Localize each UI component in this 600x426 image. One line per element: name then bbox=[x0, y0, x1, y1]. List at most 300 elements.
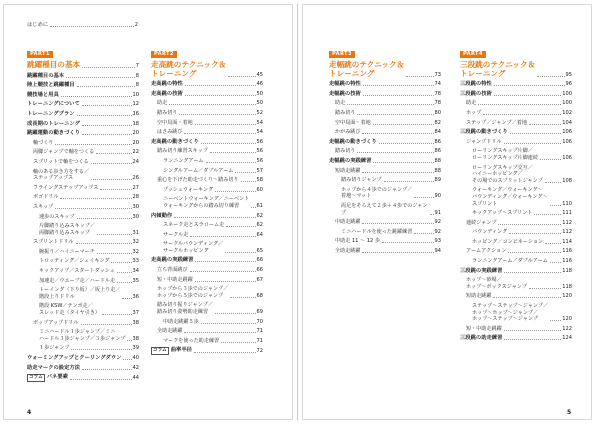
toc-entry[interactable] bbox=[329, 158, 441, 165]
toc-entry[interactable] bbox=[460, 248, 572, 255]
dot-leader bbox=[185, 95, 256, 96]
toc-page-number: 100 bbox=[562, 100, 572, 107]
toc-page-number: 46 bbox=[256, 81, 263, 88]
toc-page-number: 66 bbox=[256, 257, 263, 264]
toc-page-number: 80 bbox=[434, 109, 441, 116]
part-page-number: 7 bbox=[135, 63, 139, 69]
toc-entry-label: 三段跳の技術 bbox=[460, 90, 492, 97]
toc-intro-entry[interactable] bbox=[27, 22, 138, 29]
toc-entry-label: 空中局面・着地 bbox=[157, 119, 193, 126]
toc-entry-label: はさみ跳び bbox=[157, 129, 183, 136]
toc-entry[interactable] bbox=[27, 204, 139, 211]
dot-leader bbox=[550, 262, 561, 263]
toc-entry-label: 内傾動作 bbox=[151, 212, 173, 219]
toc-entry[interactable] bbox=[27, 101, 139, 108]
toc-entry[interactable] bbox=[27, 365, 139, 372]
toc-entry[interactable] bbox=[151, 338, 263, 345]
dot-leader bbox=[430, 214, 434, 215]
dot-leader bbox=[241, 181, 256, 182]
toc-entry-label: 三段跳の実践練習 bbox=[460, 267, 503, 274]
dot-leader bbox=[226, 226, 255, 227]
toc-page-number: 50 bbox=[256, 90, 263, 97]
dot-leader bbox=[111, 262, 131, 263]
dot-leader bbox=[545, 182, 561, 183]
dot-leader bbox=[66, 77, 135, 78]
toc-entry[interactable] bbox=[27, 329, 139, 342]
dot-leader bbox=[534, 214, 561, 215]
toc-entry-label: 両足をそろえて２歩＋４歩でのジャンプ bbox=[341, 202, 428, 216]
toc-entry[interactable] bbox=[460, 91, 572, 98]
toc-entry-label: 重心を下げた助走づくり〜踏み切り bbox=[157, 177, 239, 184]
toc-entry-label: 陸上競技と跳躍種目 bbox=[27, 82, 75, 89]
dot-leader bbox=[123, 359, 131, 360]
dot-leader bbox=[185, 85, 256, 86]
toc-page-number: 67 bbox=[256, 276, 263, 283]
toc-entry[interactable] bbox=[27, 214, 139, 221]
dot-leader bbox=[81, 324, 132, 325]
toc-page-number: 124 bbox=[562, 335, 572, 342]
toc-entry[interactable] bbox=[151, 267, 263, 274]
dot-leader bbox=[362, 223, 433, 224]
toc-page-number: 50 bbox=[256, 100, 263, 107]
toc-entry-label: 走高跳の特性 bbox=[151, 81, 183, 88]
dot-leader bbox=[77, 115, 132, 116]
toc-entry[interactable] bbox=[27, 249, 139, 256]
toc-entry[interactable] bbox=[27, 355, 139, 362]
part-title: 走幅跳のテクニック＆ トレーニング bbox=[329, 60, 405, 78]
toc-entry[interactable] bbox=[27, 169, 139, 182]
toc-page-number: 30 bbox=[132, 213, 139, 220]
toc-entry[interactable] bbox=[27, 239, 139, 246]
dot-leader bbox=[251, 207, 255, 208]
toc-page-number: 61 bbox=[256, 202, 263, 209]
dot-leader bbox=[97, 234, 132, 235]
toc-entry[interactable] bbox=[329, 168, 441, 175]
toc-page-number: 20 bbox=[132, 139, 139, 146]
part-heading[interactable] bbox=[151, 40, 263, 78]
dot-leader bbox=[228, 76, 255, 77]
toc-entry[interactable] bbox=[460, 210, 572, 217]
toc-page-number: 88 bbox=[434, 167, 441, 174]
toc-entry[interactable] bbox=[329, 100, 441, 107]
toc-entry[interactable] bbox=[460, 187, 572, 207]
toc-entry-label: ランニングアーム bbox=[163, 157, 204, 164]
toc-page-number: 24 bbox=[132, 158, 139, 165]
toc-entry-label: スプリットで軸をつくる bbox=[33, 158, 89, 165]
toc-entry[interactable] bbox=[329, 110, 441, 117]
toc-entry-label: マークを使った助走練習 bbox=[163, 337, 220, 344]
toc-entry[interactable] bbox=[27, 185, 139, 192]
toc-entry[interactable] bbox=[151, 91, 263, 98]
toc-page-number: 118 bbox=[562, 267, 572, 274]
toc-entry[interactable] bbox=[460, 139, 572, 146]
toc-entry[interactable] bbox=[151, 257, 263, 264]
part-title: 跳躍種目の基本 bbox=[27, 60, 81, 69]
dot-leader bbox=[55, 144, 131, 145]
toc-entry-label: プッシュウォーキング bbox=[163, 186, 214, 193]
dot-leader bbox=[91, 179, 131, 180]
toc-entry[interactable] bbox=[151, 100, 263, 107]
toc-entry[interactable] bbox=[27, 268, 139, 275]
toc-entry-label: 中助走 11 〜 12 歩 bbox=[335, 238, 380, 245]
toc-page-number: 65 bbox=[256, 247, 263, 254]
toc-entry[interactable] bbox=[460, 148, 572, 161]
toc-page-number: 33 bbox=[132, 258, 139, 265]
toc-entry[interactable] bbox=[460, 258, 572, 265]
toc-entry[interactable] bbox=[460, 303, 572, 323]
dot-leader bbox=[545, 243, 561, 244]
toc-entry[interactable] bbox=[460, 239, 572, 246]
toc-entry[interactable] bbox=[151, 286, 263, 299]
toc-entry[interactable] bbox=[27, 345, 139, 352]
toc-page-number: 94 bbox=[434, 247, 441, 254]
toc-entry[interactable] bbox=[329, 187, 441, 200]
dot-leader bbox=[362, 172, 433, 173]
toc-entry[interactable] bbox=[27, 287, 139, 300]
toc-page-number: 106 bbox=[562, 138, 572, 145]
toc-entry-label: 階段 KSW／テンポ走／ スレッド走（タイヤ引き） bbox=[39, 303, 100, 317]
toc-entry-label: 踏み切り bbox=[335, 109, 356, 116]
toc-entry[interactable] bbox=[27, 140, 139, 147]
toc-page-number: 34 bbox=[132, 268, 139, 275]
dot-leader bbox=[494, 85, 565, 86]
dot-leader bbox=[379, 143, 434, 144]
toc-entry-label: 助走マークの設定方法 bbox=[27, 364, 80, 371]
dot-leader bbox=[504, 330, 562, 331]
dot-leader bbox=[70, 379, 132, 380]
toc-entry[interactable] bbox=[460, 81, 572, 88]
toc-entry-label: 跳躍運動の動きづくり bbox=[27, 130, 80, 137]
toc-entry-label: 走高跳の動きづくり bbox=[151, 138, 199, 145]
part-tag: PART3 bbox=[329, 51, 355, 58]
toc-entry-label bbox=[27, 374, 68, 381]
toc-entry-label: 短助走跳躍 bbox=[335, 167, 361, 174]
toc-entry-label: ホップ〜砂場／ ホップ〜ボックスジャンプ bbox=[466, 277, 527, 290]
toc-entry[interactable] bbox=[27, 73, 139, 80]
toc-entry[interactable] bbox=[151, 347, 263, 354]
toc-entry[interactable] bbox=[27, 149, 139, 156]
dot-leader bbox=[221, 342, 255, 343]
toc-entry[interactable] bbox=[460, 277, 572, 290]
dot-leader bbox=[184, 133, 255, 134]
toc-page-number: 32 bbox=[132, 239, 139, 246]
dot-leader bbox=[195, 261, 255, 262]
dot-leader bbox=[373, 162, 433, 163]
toc-entry-label: ローリングスキップ交互／ ハイニーホッピング／ その場でのスプリットジャンプ bbox=[472, 164, 543, 184]
toc-entry-label: ニーベントウォーキング／ニーベント ウォーキングからの踏み切り練習 bbox=[163, 196, 250, 209]
toc-entry[interactable] bbox=[151, 120, 263, 127]
toc-entry[interactable] bbox=[27, 92, 139, 99]
part-heading[interactable] bbox=[329, 40, 441, 78]
toc-column-part3 bbox=[329, 40, 441, 254]
toc-entry[interactable] bbox=[27, 121, 139, 128]
toc-entry[interactable] bbox=[151, 187, 263, 194]
dot-leader bbox=[190, 271, 256, 272]
dot-leader bbox=[82, 369, 132, 370]
dot-leader bbox=[373, 124, 434, 125]
toc-entry[interactable] bbox=[151, 196, 263, 209]
toc-entry[interactable] bbox=[151, 222, 263, 229]
toc-entry[interactable] bbox=[329, 139, 441, 146]
page-number-left: 4 bbox=[27, 409, 32, 416]
toc-page-number: 56 bbox=[256, 138, 263, 145]
dot-leader bbox=[230, 297, 255, 298]
toc-entry[interactable] bbox=[151, 232, 263, 239]
toc-page-number: 116 bbox=[562, 258, 572, 265]
toc-entry-label: トロッティング／シェイキング bbox=[39, 258, 110, 265]
toc-entry[interactable] bbox=[151, 302, 263, 315]
toc-entry[interactable] bbox=[329, 120, 441, 127]
toc-entry-label: ローリングスキップ片脚／ ローリングスキップ片脚連続 bbox=[472, 148, 538, 161]
toc-entry-label: 両脚ジャンプで軸をつくる bbox=[33, 149, 95, 156]
toc-page-number: 102 bbox=[562, 109, 572, 116]
toc-entry[interactable] bbox=[27, 278, 139, 285]
dot-leader bbox=[184, 332, 255, 333]
toc-entry-label: ホップから３歩でのジャンプ／ ホップから５歩でのジャンプ bbox=[157, 286, 229, 299]
toc-entry-label: かがみ跳び bbox=[335, 129, 361, 136]
toc-entry[interactable] bbox=[151, 213, 263, 220]
toc-entry[interactable] bbox=[460, 293, 572, 300]
dot-leader bbox=[483, 114, 561, 115]
toc-entry-label: トレーニングについて bbox=[27, 101, 80, 108]
toc-page-number: 60 bbox=[256, 186, 263, 193]
toc-entry-label: 連続ジャンプ bbox=[466, 219, 497, 226]
toc-entry-label: 踏み切り振りジャンプ／ 踏み切り姿勢助走練習 bbox=[157, 302, 213, 316]
toc-page-number: 54 bbox=[256, 129, 263, 136]
toc-entry-label: ボゴドリル bbox=[33, 194, 59, 201]
toc-entry[interactable] bbox=[460, 129, 572, 136]
toc-page-number: 22 bbox=[132, 149, 139, 156]
toc-entry-label: 競技場と用具 bbox=[27, 91, 59, 98]
toc-page-number: 37 bbox=[132, 310, 139, 317]
toc-entry[interactable] bbox=[460, 229, 572, 236]
toc-entry-label: ホッピング／コンビネーション bbox=[472, 238, 544, 245]
dot-leader bbox=[414, 197, 433, 198]
toc-entry[interactable] bbox=[460, 110, 572, 117]
toc-page-number: 54 bbox=[256, 119, 263, 126]
toc-page-number: 38 bbox=[132, 335, 139, 342]
toc-entry-label: 短助走跳躍 bbox=[466, 293, 492, 300]
toc-page-number: 31 bbox=[132, 229, 139, 236]
toc-entry[interactable] bbox=[151, 81, 263, 88]
toc-entry[interactable] bbox=[329, 177, 441, 184]
dot-leader bbox=[504, 272, 561, 273]
toc-entry-label: 腕振り／ハイニーマーチ bbox=[39, 248, 95, 255]
toc-entry-label: 踏み切り bbox=[335, 148, 356, 155]
toc-entry[interactable] bbox=[27, 82, 139, 89]
dot-leader bbox=[55, 208, 131, 209]
toc-entry-label: 速歩のスキップ bbox=[39, 213, 75, 220]
toc-entry-label: 跳躍種目の基本 bbox=[27, 72, 65, 79]
toc-page-number: 8 bbox=[135, 72, 139, 79]
toc-entry[interactable] bbox=[151, 241, 263, 254]
toc-entry[interactable] bbox=[151, 328, 263, 335]
dot-leader bbox=[347, 104, 433, 105]
toc-entry-label: 助走 bbox=[466, 100, 477, 107]
toc-entry-label: 走幅跳の技術 bbox=[329, 90, 361, 97]
part-heading[interactable] bbox=[460, 40, 572, 78]
toc-entry-label: キックアップ〜スプリント bbox=[472, 210, 533, 217]
toc-entry[interactable] bbox=[329, 81, 441, 88]
toc-entry[interactable] bbox=[151, 177, 263, 184]
dot-leader bbox=[478, 104, 561, 105]
toc-page-number: 18 bbox=[132, 120, 139, 127]
book-spine bbox=[297, 4, 298, 420]
dot-leader bbox=[50, 26, 134, 27]
dot-leader bbox=[510, 133, 562, 134]
dot-leader bbox=[508, 252, 561, 253]
toc-page-number: 71 bbox=[256, 337, 263, 344]
dot-leader bbox=[169, 104, 255, 105]
toc-entry[interactable] bbox=[460, 268, 572, 275]
toc-entry-label: 成長期のトレーニング bbox=[27, 120, 80, 127]
toc-entry[interactable] bbox=[329, 229, 441, 236]
toc-entry-label: ミニハードルを使った跳躍練習 bbox=[341, 228, 413, 235]
dot-leader bbox=[235, 172, 255, 173]
toc-entry-text: 曲率半径 bbox=[170, 347, 192, 354]
toc-entry-label: 踏み切り bbox=[157, 109, 178, 116]
toc-entry-label bbox=[151, 347, 192, 354]
toc-column-part4 bbox=[460, 40, 572, 342]
toc-entry[interactable] bbox=[27, 194, 139, 201]
toc-page-number: 64 bbox=[256, 231, 263, 238]
toc-page-number: 35 bbox=[132, 277, 139, 284]
dot-leader bbox=[550, 320, 561, 321]
dot-leader bbox=[215, 313, 256, 314]
toc-entry[interactable] bbox=[27, 130, 139, 137]
toc-page-number: 108 bbox=[562, 177, 572, 184]
toc-entry[interactable] bbox=[460, 100, 572, 107]
toc-entry[interactable] bbox=[329, 203, 441, 216]
toc-entry[interactable] bbox=[460, 120, 572, 127]
toc-entry-label: ホップから４歩でのジャンプ／ 着地〜マット bbox=[341, 186, 413, 200]
toc-page-number: 38 bbox=[132, 319, 139, 326]
dot-leader bbox=[363, 95, 434, 96]
toc-page-number: 82 bbox=[434, 119, 441, 126]
toc-entry[interactable] bbox=[151, 158, 263, 165]
toc-entry-label: シングルアーム／ダブルアーム bbox=[163, 167, 234, 174]
toc-entry[interactable] bbox=[460, 326, 572, 333]
dot-leader bbox=[174, 217, 255, 218]
toc-entry[interactable] bbox=[151, 277, 263, 284]
toc-entry[interactable] bbox=[329, 91, 441, 98]
toc-entry[interactable] bbox=[151, 139, 263, 146]
toc-entry[interactable] bbox=[27, 303, 139, 316]
toc-page-number: 93 bbox=[434, 238, 441, 245]
toc-page-number: 16 bbox=[132, 110, 139, 117]
toc-page-number: 74 bbox=[434, 81, 441, 88]
toc-entry[interactable] bbox=[460, 220, 572, 227]
dot-leader bbox=[357, 152, 433, 153]
dot-leader bbox=[504, 339, 561, 340]
toc-entry-label: 助走 bbox=[157, 100, 168, 107]
toc-entry[interactable] bbox=[329, 219, 441, 226]
toc-entry[interactable] bbox=[329, 129, 441, 136]
part-heading[interactable] bbox=[27, 40, 139, 70]
toc-page-number: 88 bbox=[434, 157, 441, 164]
dot-leader bbox=[357, 114, 433, 115]
toc-page-number: 106 bbox=[562, 129, 572, 136]
part-tag: PART1 bbox=[27, 51, 53, 58]
toc-entry-label: ランニングアーム／ダブルアーム bbox=[472, 258, 548, 265]
toc-entry[interactable] bbox=[27, 223, 139, 236]
toc-entry-label: 走幅跳の動きづくり bbox=[329, 138, 377, 145]
toc-page-number: 68 bbox=[256, 292, 263, 299]
dot-leader bbox=[363, 85, 434, 86]
toc-entry[interactable] bbox=[329, 248, 441, 255]
toc-entry[interactable] bbox=[151, 148, 263, 155]
toc-page-number: 57 bbox=[256, 167, 263, 174]
toc-page-number: 8 bbox=[135, 82, 139, 89]
toc-entry[interactable] bbox=[460, 335, 572, 342]
toc-entry[interactable] bbox=[460, 165, 572, 185]
toc-entry-label: サークルバウンディング／ サークルホッピング bbox=[163, 241, 224, 254]
toc-entry-label: 走幅跳の実践練習 bbox=[329, 157, 372, 164]
part-tag: PART2 bbox=[151, 51, 177, 58]
toc-entry[interactable] bbox=[27, 320, 139, 327]
toc-page-number: 26 bbox=[132, 175, 139, 182]
toc-page-number: 10 bbox=[132, 91, 139, 98]
part-title: 三段跳のテクニック＆ トレーニング bbox=[460, 60, 536, 78]
toc-page-number: 86 bbox=[434, 138, 441, 145]
dot-leader bbox=[190, 236, 255, 237]
toc-page-number: 84 bbox=[434, 129, 441, 136]
dot-leader bbox=[195, 281, 256, 282]
toc-entry[interactable] bbox=[27, 258, 139, 265]
dot-leader bbox=[362, 133, 433, 134]
toc-entry-label: ステップ／ジャンプ／着地 bbox=[466, 119, 527, 126]
toc-entry-label: ウォーキング／ウォーキング〜 バウンディング／ウォーキング〜 スプリント bbox=[472, 187, 548, 207]
toc-page-number: 120 bbox=[562, 316, 572, 323]
toc-entry[interactable] bbox=[151, 168, 263, 175]
dot-leader bbox=[91, 163, 132, 164]
toc-page-number: 28 bbox=[132, 194, 139, 201]
dot-leader bbox=[117, 282, 131, 283]
dot-leader bbox=[195, 124, 256, 125]
toc-entry-label: ウォーミングアップとクーリングダウン bbox=[27, 355, 122, 361]
dot-leader bbox=[96, 153, 131, 154]
toc-page-number: 71 bbox=[256, 328, 263, 335]
toc-entry[interactable] bbox=[27, 159, 139, 166]
dot-leader bbox=[122, 298, 131, 299]
toc-entry-label: 全助走跳躍 bbox=[335, 247, 361, 254]
toc-entry-label: スプリントドリル bbox=[33, 239, 74, 246]
toc-page-number: 92 bbox=[434, 228, 441, 235]
dot-leader bbox=[77, 218, 132, 219]
toc-entry-label: 三段跳の動きづくり bbox=[460, 129, 508, 136]
toc-page-number: 69 bbox=[256, 309, 263, 316]
toc-entry[interactable] bbox=[151, 129, 263, 136]
dot-leader bbox=[509, 233, 561, 234]
dot-leader bbox=[82, 125, 132, 126]
dot-leader bbox=[537, 76, 564, 77]
toc-entry[interactable] bbox=[329, 148, 441, 155]
toc-entry[interactable] bbox=[27, 374, 139, 381]
toc-intro-label: はじめに bbox=[27, 22, 49, 28]
dot-leader bbox=[97, 253, 132, 254]
part-page-number: 45 bbox=[256, 71, 263, 78]
dot-leader bbox=[215, 191, 255, 192]
toc-page-number: 106 bbox=[562, 154, 572, 161]
dot-leader bbox=[61, 96, 132, 97]
toc-entry[interactable] bbox=[329, 238, 441, 245]
dot-leader bbox=[414, 233, 433, 234]
toc-entry-label: 空中局面・着地 bbox=[335, 119, 371, 126]
toc-entry[interactable] bbox=[27, 111, 139, 118]
toc-entry[interactable] bbox=[151, 110, 263, 117]
toc-entry[interactable] bbox=[151, 319, 263, 326]
dot-leader bbox=[529, 288, 561, 289]
